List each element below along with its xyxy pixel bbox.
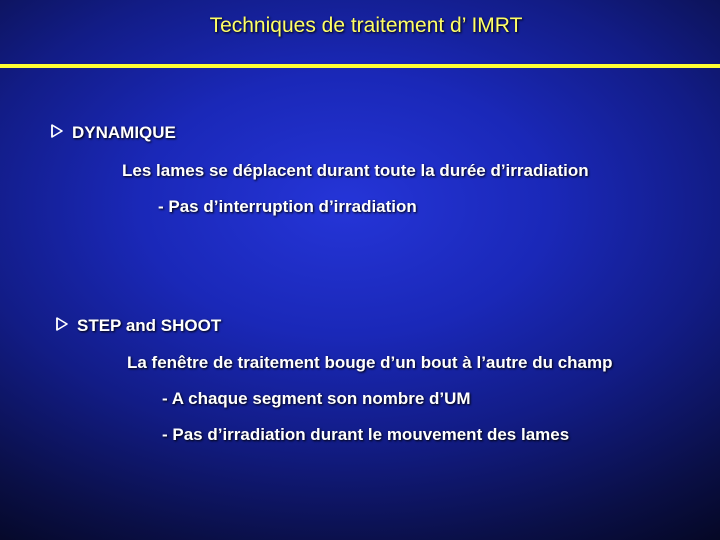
arrow-bullet-icon (50, 123, 72, 143)
arrow-bullet-icon (55, 316, 77, 336)
section-heading-label: STEP and SHOOT (77, 316, 222, 335)
section-point: - Pas d’irradiation durant le mouvement des lames (162, 425, 570, 444)
section-heading-step-and-shoot (55, 316, 221, 336)
section-point: - A chaque segment son nombre d’UM (162, 389, 471, 408)
section-description: La fenêtre de traitement bouge d’un bout à l’autre du champ (127, 353, 613, 372)
section-heading-label: DYNAMIQUE (72, 123, 176, 142)
section-heading-dynamique (50, 123, 176, 143)
section-description: Les lames se déplacent durant toute la durée d’irradiation (122, 161, 589, 180)
slide-title: Techniques de traitement d’ IMRT (209, 14, 523, 37)
title-divider (0, 64, 720, 68)
section-point: - Pas d’interruption d’irradiation (158, 197, 417, 216)
